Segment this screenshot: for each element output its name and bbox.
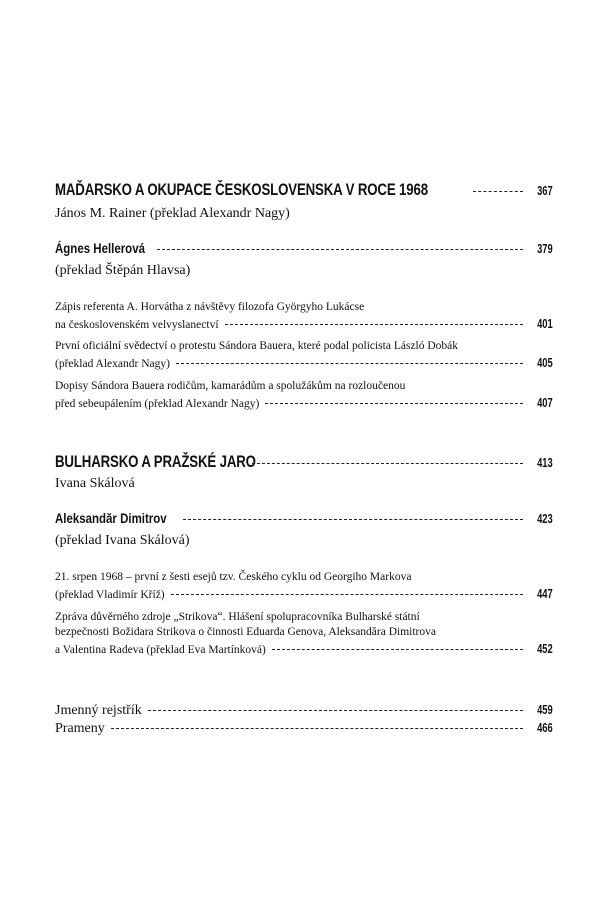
leader-dots bbox=[111, 728, 524, 729]
toc-entry-person-dimitrov[interactable] bbox=[55, 510, 553, 526]
page-number: 367 bbox=[537, 183, 553, 198]
section-author: János M. Rainer (překlad Alexandr Nagy) bbox=[55, 206, 290, 221]
page-number: 466 bbox=[537, 720, 553, 735]
item-line: (překlad Vladimír Kříž) bbox=[55, 589, 165, 601]
person-name: Ágnes Hellerová bbox=[55, 240, 145, 256]
page-number: 379 bbox=[537, 241, 553, 256]
entry-label: Jmenný rejstřík bbox=[55, 703, 142, 718]
page-number: 401 bbox=[537, 316, 553, 331]
page-number: 423 bbox=[537, 511, 553, 526]
item-line: Dopisy Sándora Bauera rodičům, kamarádům a spolužákům na rozloučenou bbox=[55, 380, 406, 392]
toc-entry-item[interactable] bbox=[55, 316, 553, 331]
item-line: Zpráva důvěrného zdroje „Strikova“. Hlášení spolupracovníka Bulharské státní bbox=[55, 611, 420, 623]
page-number: 459 bbox=[537, 702, 553, 717]
item-line: 21. srpen 1968 – první z šesti esejů tzv. Českého cyklu od Georgiho Markova bbox=[55, 571, 412, 583]
toc-entry-item[interactable] bbox=[55, 586, 553, 601]
leader-dots bbox=[171, 594, 524, 595]
item-line: První oficiální svědectví o protestu Sándora Bauera, které podal policista László Dobák bbox=[55, 340, 459, 352]
leader-dots bbox=[265, 403, 523, 404]
toc-entry-hungary[interactable] bbox=[55, 180, 553, 200]
leader-dots bbox=[473, 191, 523, 192]
item-line: Zápis referenta A. Horvátha z návštěvy filozofa Györgyho Lukácse bbox=[55, 301, 365, 313]
section-title: BULHARSKO A PRAŽSKÉ JARO bbox=[55, 452, 256, 471]
toc-entry-item[interactable] bbox=[55, 395, 553, 410]
leader-dots bbox=[225, 324, 524, 325]
leader-dots bbox=[157, 249, 524, 250]
section-author: Ivana Skálová bbox=[55, 476, 135, 491]
toc-entry-person-heller[interactable] bbox=[55, 240, 553, 256]
entry-label: Prameny bbox=[55, 721, 105, 736]
item-line: bezpečnosti Božidara Strikova o činnosti Eduarda Genova, Aleksandăra Dimitrova bbox=[55, 626, 436, 638]
translator-credit: (překlad Štěpán Hlavsa) bbox=[55, 263, 191, 278]
toc-entry-item[interactable] bbox=[55, 355, 553, 370]
leader-dots bbox=[148, 710, 524, 711]
translator-credit: (překlad Ivana Skálová) bbox=[55, 533, 190, 548]
toc-entry-bulgaria[interactable] bbox=[55, 452, 553, 472]
leader-dots bbox=[176, 363, 523, 364]
item-line: a Valentina Radeva (překlad Eva Martínková) bbox=[55, 644, 266, 656]
toc-entry-index[interactable] bbox=[55, 702, 553, 719]
leader-dots bbox=[272, 649, 523, 650]
leader-dots bbox=[252, 463, 523, 464]
page-number: 407 bbox=[537, 395, 553, 410]
page-number: 447 bbox=[537, 586, 553, 601]
item-line: na československém velvyslanectví bbox=[55, 319, 219, 331]
item-line: před sebeupálením (překlad Alexandr Nagy) bbox=[55, 398, 260, 410]
item-line: (překlad Alexandr Nagy) bbox=[55, 358, 170, 370]
page-number: 405 bbox=[537, 355, 553, 370]
leader-dots bbox=[183, 519, 523, 520]
toc-entry-sources[interactable] bbox=[55, 720, 553, 737]
person-name: Aleksandăr Dimitrov bbox=[55, 510, 167, 526]
section-title: MAĎARSKO A OKUPACE ČESKOSLOVENSKA V ROCE 1968 bbox=[55, 180, 428, 199]
toc-entry-item[interactable] bbox=[55, 641, 553, 656]
page-number: 413 bbox=[537, 455, 553, 470]
page-number: 452 bbox=[537, 641, 553, 656]
